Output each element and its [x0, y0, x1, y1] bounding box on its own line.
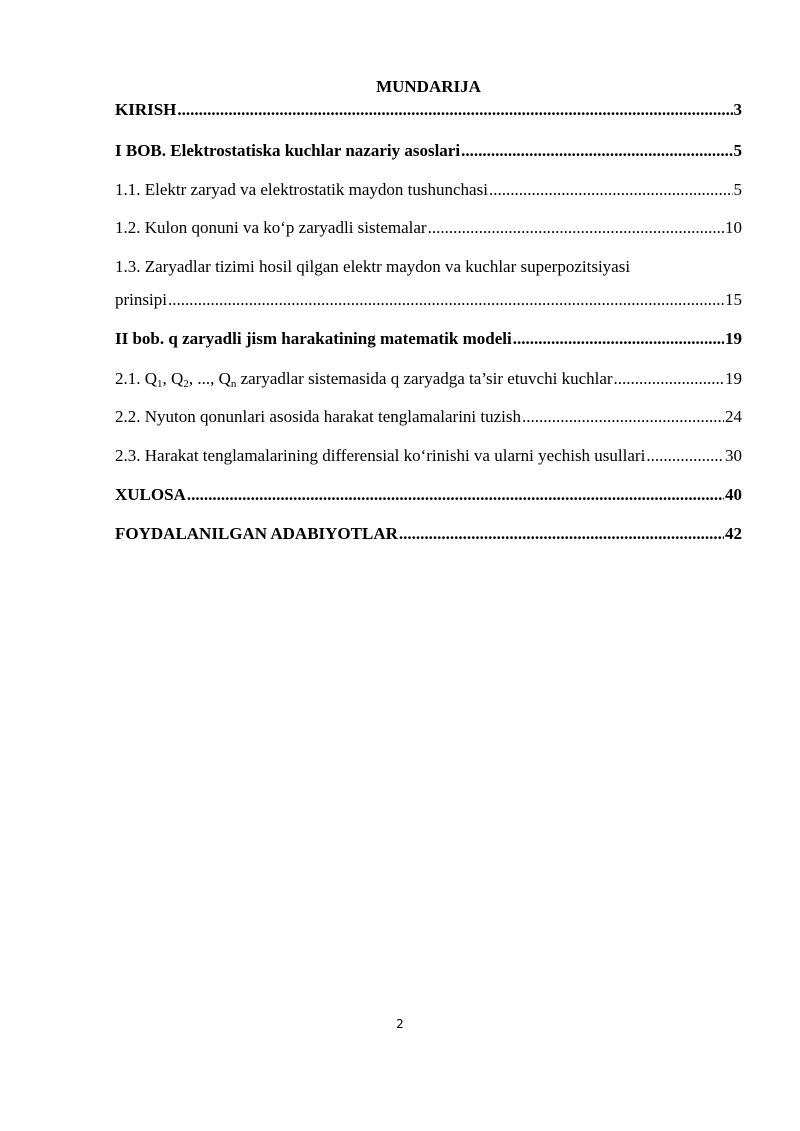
dot-leader — [513, 328, 724, 350]
dot-leader — [168, 289, 724, 311]
toc-entry-label: 2.2. Nyuton qonunlari asosida harakat tenglamalarini tuzish — [115, 407, 522, 426]
toc-entry-label: 2.3. Harakat tenglamalarining differensial ko‘rinishi va ularni yechish usullari — [115, 446, 646, 465]
toc-entry-label: KIRISH — [115, 100, 177, 119]
toc-entry-page: 30 — [725, 446, 742, 465]
toc-entry-label: XULOSA — [115, 485, 186, 504]
dot-leader — [614, 368, 724, 390]
toc-entry-chapter-2[interactable] — [115, 328, 742, 350]
dot-leader — [177, 99, 732, 121]
dot-leader — [461, 140, 732, 162]
toc-entry-section-1-1[interactable] — [115, 179, 742, 201]
dot-leader — [187, 484, 724, 506]
toc-entry-page: 40 — [725, 485, 742, 504]
toc-entry-section-2-3[interactable] — [115, 445, 742, 467]
toc-entry-page: 5 — [733, 180, 742, 199]
toc-entry-page: 3 — [733, 100, 742, 119]
toc-entry-section-1-3[interactable] — [115, 289, 742, 311]
toc-entry-page: 19 — [725, 369, 742, 388]
toc-entry-page: 10 — [725, 218, 742, 237]
page-number: 2 — [396, 1017, 404, 1031]
toc-entry-label: 2.1. $Q_1$, $Q_2$, ..., $Q_n$ zaryadlar sistemasida q zaryadga ta’sir etuvchi kuchlar — [115, 369, 613, 390]
toc-entry-label: FOYDALANILGAN ADABIYOTLAR — [115, 524, 398, 543]
toc-entry-kirish[interactable] — [115, 99, 742, 121]
toc-entry-section-1-2[interactable] — [115, 217, 742, 239]
toc-entry-page: 19 — [725, 329, 742, 348]
toc-entry-page: 42 — [725, 524, 742, 543]
toc-entry-page: 5 — [733, 141, 742, 160]
dot-leader — [522, 406, 724, 428]
dot-leader — [428, 217, 724, 239]
toc-entry-xulosa[interactable] — [115, 484, 742, 506]
toc-entry-label: I BOB. Elektrostatiska kuchlar nazariy asoslari — [115, 141, 461, 160]
dot-leader — [646, 445, 724, 467]
toc-entry-section-2-1[interactable] — [115, 368, 742, 390]
dot-leader — [489, 179, 733, 201]
toc-entry-section-1-3-line1[interactable]: 1.3. Zaryadlar tizimi hosil qilgan elektr maydon va kuchlar superpozitsiyasi — [115, 257, 631, 276]
dot-leader — [399, 523, 724, 545]
toc-entry-page: 15 — [725, 290, 742, 309]
toc-entry-adabiyotlar[interactable] — [115, 523, 742, 545]
toc-entry-label: prinsipi — [115, 290, 167, 309]
toc-entry-chapter-1[interactable] — [115, 140, 742, 162]
toc-entry-label: 1.1. Elektr zaryad va elektrostatik maydon tushunchasi — [115, 180, 488, 199]
toc-title: MUNDARIJA — [376, 77, 481, 96]
toc-entry-page: 24 — [725, 407, 742, 426]
toc-entry-section-2-2[interactable] — [115, 406, 742, 428]
toc-entry-label: 1.2. Kulon qonuni va ko‘p zaryadli sistemalar — [115, 218, 427, 237]
toc-entry-label: II bob. q zaryadli jism harakatining matematik modeli — [115, 329, 512, 348]
